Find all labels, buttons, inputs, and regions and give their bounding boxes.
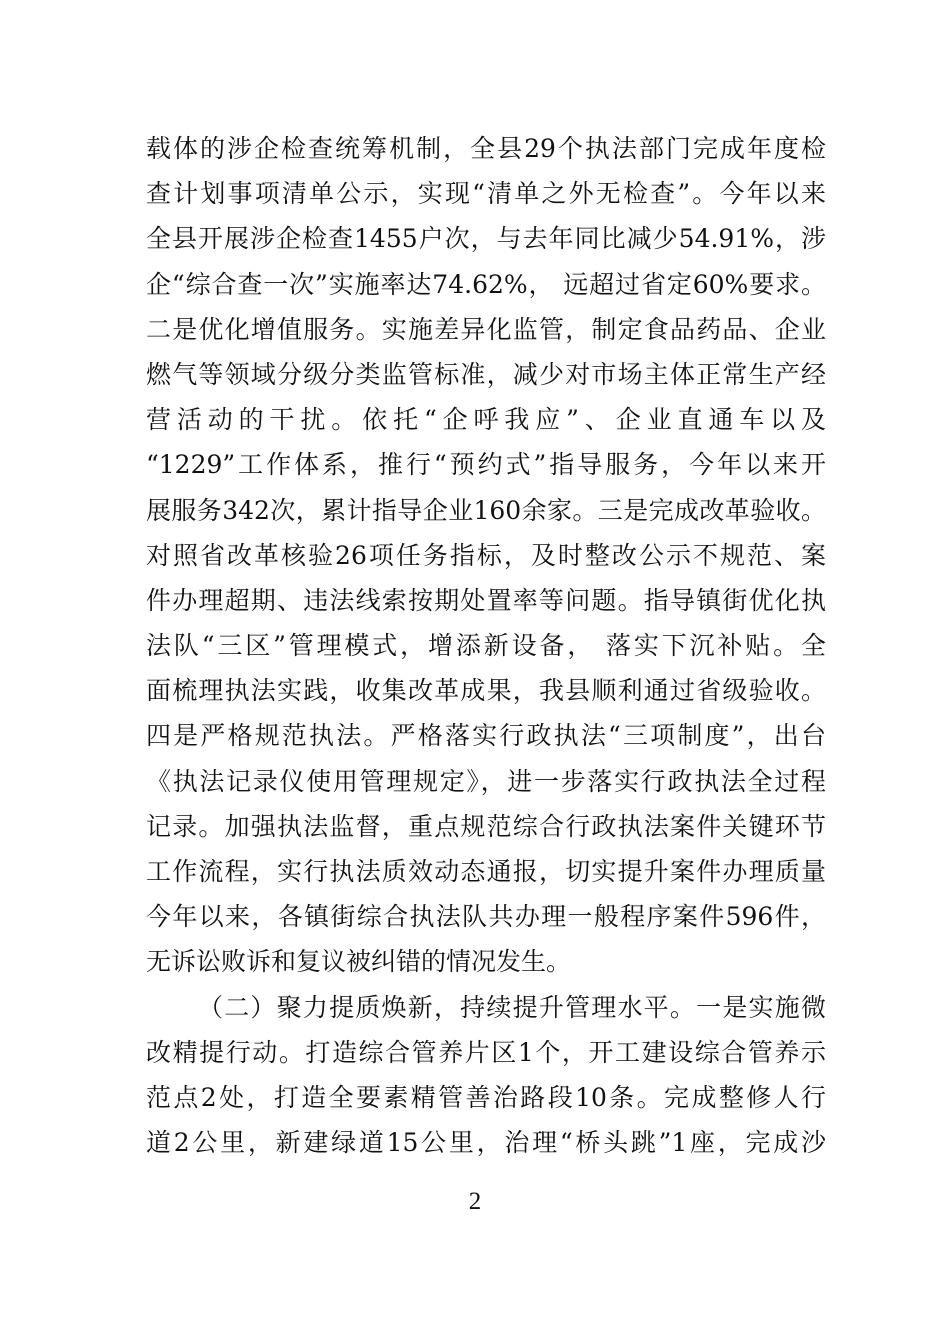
text-line: 改精提行动。打造综合管养片区1个，开工建设综合管养示 bbox=[146, 1037, 826, 1067]
text-line: 展服务342次，累计指导企业160余家。三是完成改革验收。 bbox=[146, 495, 826, 525]
text-line: 营活动的干扰。依托“企呼我应”、企业直通车以及 bbox=[146, 405, 826, 435]
text-line: 企“综合查一次”实施率达74.62%， 远超过省定60%要求。 bbox=[146, 269, 826, 299]
text-line: “1229”工作体系，推行“预约式”指导服务，今年以来开 bbox=[146, 450, 826, 480]
page-number: 2 bbox=[468, 1188, 482, 1215]
text-line: 工作流程，实行执法质效动态通报，切实提升案件办理质量 bbox=[146, 857, 826, 886]
text-line: 道2公里，新建绿道15公里，治理“桥头跳”1座，完成沙 bbox=[146, 1128, 826, 1158]
text-line: 全县开展涉企检查1455户次，与去年同比减少54.91%，涉 bbox=[146, 224, 826, 254]
text-line: 今年以来，各镇街综合执法队共办理一般程序案件596件， bbox=[146, 902, 826, 932]
text-line: 面梳理执法实践，收集改革成果，我县顺利通过省级验收。 bbox=[146, 676, 826, 706]
text-line: 记录。加强执法监督，重点规范综合行政执法案件关键环节 bbox=[146, 811, 826, 841]
text-line: 四是严格规范执法。严格落实行政执法“三项制度”，出台 bbox=[146, 721, 826, 751]
text-line: 燃气等领域分级分类监管标准，减少对市场主体正常生产经 bbox=[146, 359, 826, 389]
text-line: 法队“三区”管理模式，增添新设备， 落实下沉补贴。全 bbox=[146, 631, 826, 661]
text-line: 件办理超期、违法线索按期处置率等问题。指导镇街优化执 bbox=[146, 585, 826, 615]
text-line: 对照省改革核验26项任务指标，及时整改公示不规范、案 bbox=[146, 540, 826, 570]
section-heading-line: （二）聚力提质焕新，持续提升管理水平。一是实施微 bbox=[198, 992, 826, 1022]
text-line: 无诉讼败诉和复议被纠错的情况发生。 bbox=[146, 947, 572, 977]
text-line: 查计划事项清单公示，实现“清单之外无检查”。今年以来 bbox=[146, 179, 826, 209]
text-line: 范点2处，打造全要素精管善治路段10条。完成整修人行 bbox=[146, 1082, 826, 1112]
text-line: 《执法记录仪使用管理规定》，进一步落实行政执法全过程 bbox=[146, 766, 826, 796]
body-text bbox=[146, 126, 826, 1165]
text-line: 二是优化增值服务。实施差异化监管，制定食品药品、企业 bbox=[146, 314, 826, 344]
text-line: 载体的涉企检查统筹机制，全县29个执法部门完成年度检 bbox=[146, 134, 826, 163]
